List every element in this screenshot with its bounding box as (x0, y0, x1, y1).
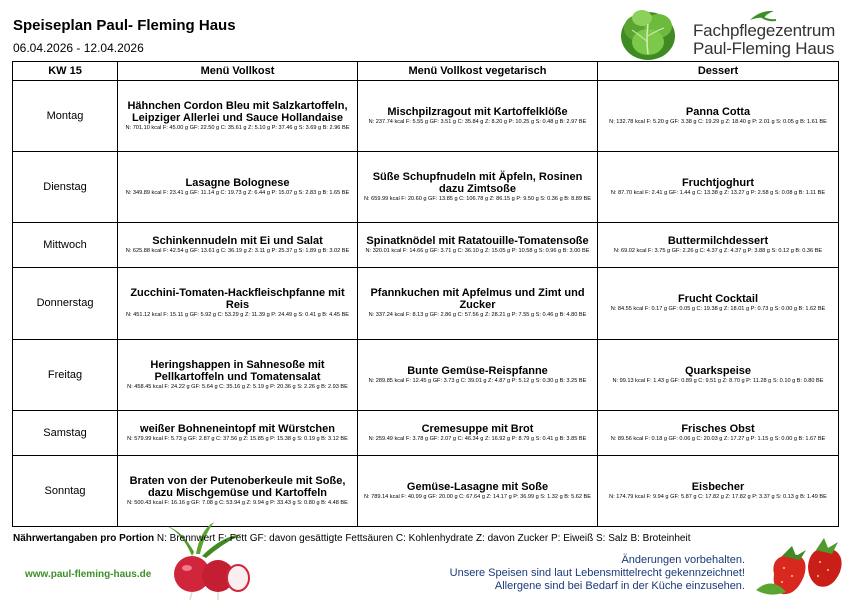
logo (688, 8, 838, 60)
vollkost-cell (118, 410, 358, 455)
dish-name: Frucht Cocktail (677, 293, 759, 306)
table-row (13, 223, 839, 268)
vegetarisch-cell (358, 268, 598, 339)
day-label: Samstag (13, 410, 118, 455)
legend-text: N: Brennwert F: Fett GF: davon gesättigte Fettsäuren C: Kohlenhydrate Z: davon Zucker P: Eiweiß S: Salz B: Broteinheit (154, 533, 691, 544)
vegetarisch-cell (358, 410, 598, 455)
nutrition-info: N: 289.85 kcal F: 12.45 g GF: 3.73 g C: 39.01 g Z: 4.87 g P: 5.12 g S: 0.30 g B: 3.25 BE (368, 377, 587, 384)
nutrition-info: N: 174.79 kcal F: 9.94 g GF: 5.87 g C: 17.82 g Z: 17.82 g P: 3.37 g S: 0.13 g B: 1.49 BE (609, 493, 827, 500)
menu-table (12, 61, 839, 527)
table-header-row (13, 62, 839, 81)
table-row (13, 81, 839, 152)
vegetarisch-cell (358, 455, 598, 526)
nutrition-info: N: 337.24 kcal F: 8.13 g GF: 2.86 g C: 57.56 g Z: 28.21 g P: 7.55 g S: 0.46 g B: 4.80 BE (368, 312, 587, 319)
logo-line1: Fachpflegezentrum (693, 21, 836, 40)
dish-name: Quarkspeise (684, 364, 752, 377)
legend-label: Nährwertangaben pro Portion (13, 533, 155, 544)
dish-name: weißer Bohneneintopf mit Würstchen (140, 422, 335, 435)
dish-name: Spinatknödel mit Ratatouille-Tomatensoße (366, 235, 589, 248)
dish-name: Süße Schupfnudeln mit Äpfeln, Rosinen dazu Zimtsoße (372, 171, 583, 196)
vollkost-cell (118, 81, 358, 152)
dish-name: Fruchtjoghurt (681, 177, 755, 190)
dish-name: Gemüse-Lasagne mit Soße (406, 480, 549, 493)
vegetarisch-cell (358, 81, 598, 152)
nutrition-info: N: 701.10 kcal F: 45.00 g GF: 22.50 g C: 35.61 g Z: 5.10 g P: 37.46 g S: 3.69 g B: 2.96 BE (125, 125, 350, 132)
day-label: Mittwoch (13, 223, 118, 268)
nutrition-info: N: 99.13 kcal F: 1.43 g GF: 0.89 g C: 9.51 g Z: 8.70 g P: 11.28 g S: 0.10 g B: 0.80 BE (612, 377, 824, 384)
nutrition-info: N: 458.45 kcal F: 24.22 g GF: 5.64 g C: 35.16 g Z: 5.19 g P: 20.36 g S: 2.26 g B: 2.93 BE (127, 383, 348, 390)
nutrition-info: N: 659.99 kcal F: 20.60 g GF: 13.85 g C: 106.78 g Z: 86.15 g P: 9.50 g S: 0.36 g B: 8.89 BE (363, 196, 591, 203)
dessert-cell (598, 339, 839, 410)
dish-name: Eisbecher (691, 480, 745, 493)
dish-name: Schinkennudeln mit Ei und Salat (152, 235, 323, 248)
table-row (13, 152, 839, 223)
dish-name: Zucchini-Tomaten-Hackfleischpfanne mit Reis (130, 287, 345, 312)
vollkost-cell (118, 268, 358, 339)
table-row (13, 410, 839, 455)
nutrition-info: N: 69.02 kcal F: 3.75 g GF: 2.26 g C: 4.37 g Z: 4.37 g P: 3.88 g S: 0.12 g B: 0.36 BE (613, 248, 823, 255)
dish-name: Braten von der Putenoberkeule mit Soße, dazu Mischgemüse und Kartoffeln (129, 474, 346, 499)
date-range: 06.04.2026 - 12.04.2026 (13, 41, 144, 55)
nutrition-info: N: 84.55 kcal F: 0.17 g GF: 0.05 g C: 19.38 g Z: 18.01 g P: 0.73 g S: 0.00 g B: 1.62 BE (610, 306, 826, 313)
dessert-cell (598, 81, 839, 152)
dish-name: Frisches Obst (681, 422, 755, 435)
lettuce-image (618, 4, 678, 62)
dish-name: Mischpilzragout mit Kartoffelklöße (387, 106, 568, 119)
vollkost-cell (118, 339, 358, 410)
vegetarisch-cell (358, 339, 598, 410)
day-label: Donnerstag (13, 268, 118, 339)
dessert-cell (598, 455, 839, 526)
website-link[interactable]: www.paul-fleming-haus.de (25, 569, 152, 580)
nutrition-info: N: 87.70 kcal F: 2.41 g GF: 1.44 g C: 13.38 g Z: 13.27 g P: 2.58 g S: 0.08 g B: 1.11 BE (610, 190, 826, 197)
column-header-vegetarisch: Menü Vollkost vegetarisch (358, 62, 598, 81)
table-row (13, 455, 839, 526)
vegetarisch-cell (358, 223, 598, 268)
vegetarisch-cell (358, 152, 598, 223)
day-label: Sonntag (13, 455, 118, 526)
nutrition-legend (13, 533, 690, 544)
nutrition-info: N: 259.49 kcal F: 3.78 g GF: 2.07 g C: 46.34 g Z: 16.92 g P: 8.79 g S: 0.41 g B: 3.85 BE (368, 435, 587, 442)
column-header-vollkost: Menü Vollkost (118, 62, 358, 81)
nutrition-info: N: 789.14 kcal F: 40.99 g GF: 20.00 g C: 67.64 g Z: 14.17 g P: 36.99 g S: 1.32 g B: 5.62 BE (363, 493, 591, 500)
nutrition-info: N: 349.89 kcal F: 23.41 g GF: 11.14 g C: 19.73 g Z: 6.44 g P: 15.07 g S: 2.83 g B: 1.65 BE (125, 190, 350, 197)
notice-line: Allergene sind bei Bedarf in der Küche einzusehen. (494, 580, 745, 592)
vollkost-cell (118, 455, 358, 526)
nutrition-info: N: 500.43 kcal F: 16.16 g GF: 7.08 g C: 53.94 g Z: 9.94 g P: 33.43 g S: 0.80 g B: 4.48 BE (127, 499, 348, 506)
dessert-cell (598, 268, 839, 339)
dessert-cell (598, 410, 839, 455)
nutrition-info: N: 132.78 kcal F: 5.20 g GF: 3.38 g C: 19.29 g Z: 18.40 g P: 2.01 g S: 0.05 g B: 1.61 BE (609, 119, 827, 126)
dish-name: Cremesuppe mit Brot (421, 422, 534, 435)
nutrition-info: N: 579.99 kcal F: 5.73 g GF: 2.87 g C: 37.56 g Z: 15.85 g P: 15.38 g S: 0.19 g B: 3.12 BE (127, 435, 348, 442)
strawberry-image (752, 532, 850, 600)
table-row (13, 268, 839, 339)
nutrition-info: N: 320.01 kcal F: 14.66 g GF: 3.71 g C: 36.10 g Z: 15.05 g P: 10.58 g S: 0.96 g B: 3.00 BE (365, 248, 590, 255)
dish-name: Panna Cotta (685, 106, 751, 119)
day-label: Montag (13, 81, 118, 152)
dish-name: Bunte Gemüse-Reispfanne (407, 364, 548, 377)
page-title: Speiseplan Paul- Fleming Haus (13, 17, 236, 34)
notice-line: Unsere Speisen sind laut Lebensmittelrecht gekennzeichnet! (449, 567, 745, 579)
nutrition-info: N: 625.88 kcal F: 42.54 g GF: 13.61 g C: 36.19 g Z: 3.11 g P: 25.37 g S: 1.89 g B: 3.02 BE (125, 248, 350, 255)
dessert-cell (598, 223, 839, 268)
table-row (13, 339, 839, 410)
nutrition-info: N: 89.56 kcal F: 0.18 g GF: 0.06 g C: 20.03 g Z: 17.27 g P: 1.15 g S: 0.00 g B: 1.67 BE (610, 435, 826, 442)
dish-name: Pfannkuchen mit Apfelmus und Zimt und Zucker (370, 287, 585, 312)
dish-name: Hähnchen Cordon Bleu mit Salzkartoffeln, Leipziger Allerlei und Sauce Hollandaise (127, 100, 348, 125)
column-header-dessert: Dessert (598, 62, 839, 81)
dish-name: Lasagne Bolognese (185, 177, 290, 190)
notice-line: Änderungen vorbehalten. (621, 554, 745, 566)
notice (400, 554, 745, 593)
day-label: Dienstag (13, 152, 118, 223)
dish-name: Heringshappen in Sahnesoße mit Pellkartoffeln und Tomatensalat (150, 358, 325, 383)
dish-name: Buttermilchdessert (667, 235, 769, 248)
vollkost-cell (118, 223, 358, 268)
vollkost-cell (118, 152, 358, 223)
nutrition-info: N: 237.74 kcal F: 5.55 g GF: 3.51 g C: 35.84 g Z: 8.20 g P: 10.25 g S: 0.48 g B: 2.97 BE (368, 119, 587, 126)
nutrition-info: N: 451.12 kcal F: 15.11 g GF: 5.92 g C: 53.29 g Z: 11.39 g P: 24.49 g S: 0.41 g B: 4.45 BE (125, 312, 350, 319)
logo-line2: Paul-Fleming Haus (693, 39, 835, 58)
day-label: Freitag (13, 339, 118, 410)
dessert-cell (598, 152, 839, 223)
column-header-week: KW 15 (13, 62, 118, 81)
